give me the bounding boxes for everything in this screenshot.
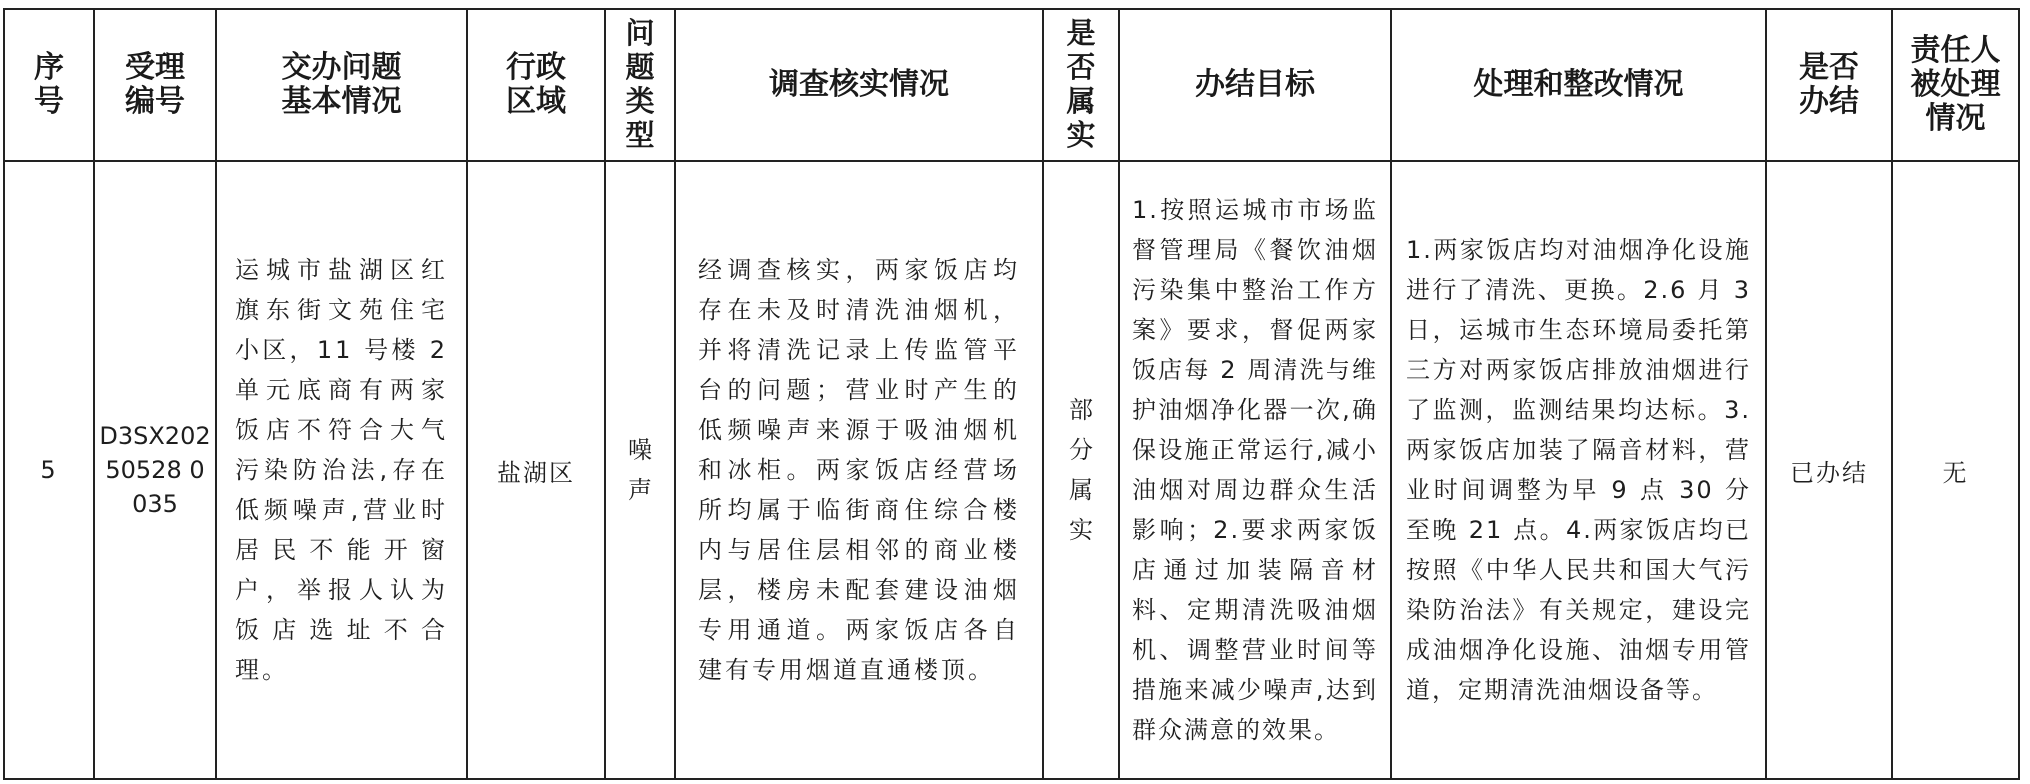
header-is-true: 是否属实 (1043, 9, 1119, 161)
cell-goal: 1.按照运城市市场监督管理局《餐饮油烟污染集中整治工作方案》要求，督促两家饭店每 2 周清洗与维护油烟净化器一次,确保设施正常运行,减小油烟对周边群众生活影响；2.要求两家饭店通过加装隔音材料、定期清洗吸油烟机、调整营业时间等措施来减少噪声,达到群众满意的效果。 (1119, 161, 1391, 779)
header-investigation: 调查核实情况 (675, 9, 1043, 161)
cell-is-true: 部分属实 (1043, 161, 1119, 779)
cell-handling: 1.两家饭店均对油烟净化设施进行了清洗、更换。2.6 月 3 日，运城市生态环境局委托第三方对两家饭店排放油烟进行了监测，监测结果均达标。3.两家饭店加装了隔音材料，营业时间调整为早 9 点 30 分至晚 21 点。4.两家饭店均已按照《中华人民共和国大气污染防治法》有关规定，建设完成油烟净化设施、油烟专用管道，定期清洗油烟设备等。 (1391, 161, 1766, 779)
header-row (4, 9, 2019, 161)
cell-seq: 5 (4, 161, 94, 779)
header-goal: 办结目标 (1119, 9, 1391, 161)
cell-case-no: D3SX20250528 0035 (94, 161, 216, 779)
header-case-no: 受理编号 (94, 9, 216, 161)
header-accountability: 责任人被处理情况 (1892, 9, 2019, 161)
header-problem-type: 问题类型 (605, 9, 675, 161)
cell-investigation: 经调查核实，两家饭店均存在未及时清洗油烟机，并将清洗记录上传监管平台的问题；营业时产生的低频噪声来源于吸油烟机和冰柜。两家饭店经营场所均属于临街商住综合楼内与居住层相邻的商业楼层，楼房未配套建设油烟专用通道。两家饭店各自建有专用烟道直通楼顶。 (675, 161, 1043, 779)
header-seq: 序号 (4, 9, 94, 161)
header-basic-info: 交办问题基本情况 (216, 9, 467, 161)
cell-is-done: 已办结 (1766, 161, 1892, 779)
header-is-done: 是否办结 (1766, 9, 1892, 161)
cell-problem-type: 噪声 (605, 161, 675, 779)
header-district: 行政区域 (467, 9, 605, 161)
header-handling: 处理和整改情况 (1391, 9, 1766, 161)
cell-district: 盐湖区 (467, 161, 605, 779)
cell-basic-info: 运城市盐湖区红旗东街文苑住宅小区，11 号楼 2 单元底商有两家饭店不符合大气污染防治法,存在低频噪声,营业时居民不能开窗户，举报人认为饭店选址不合理。 (216, 161, 467, 779)
supervision-case-table (3, 8, 2020, 780)
cell-accountability: 无 (1892, 161, 2019, 779)
table-row (4, 161, 2019, 779)
